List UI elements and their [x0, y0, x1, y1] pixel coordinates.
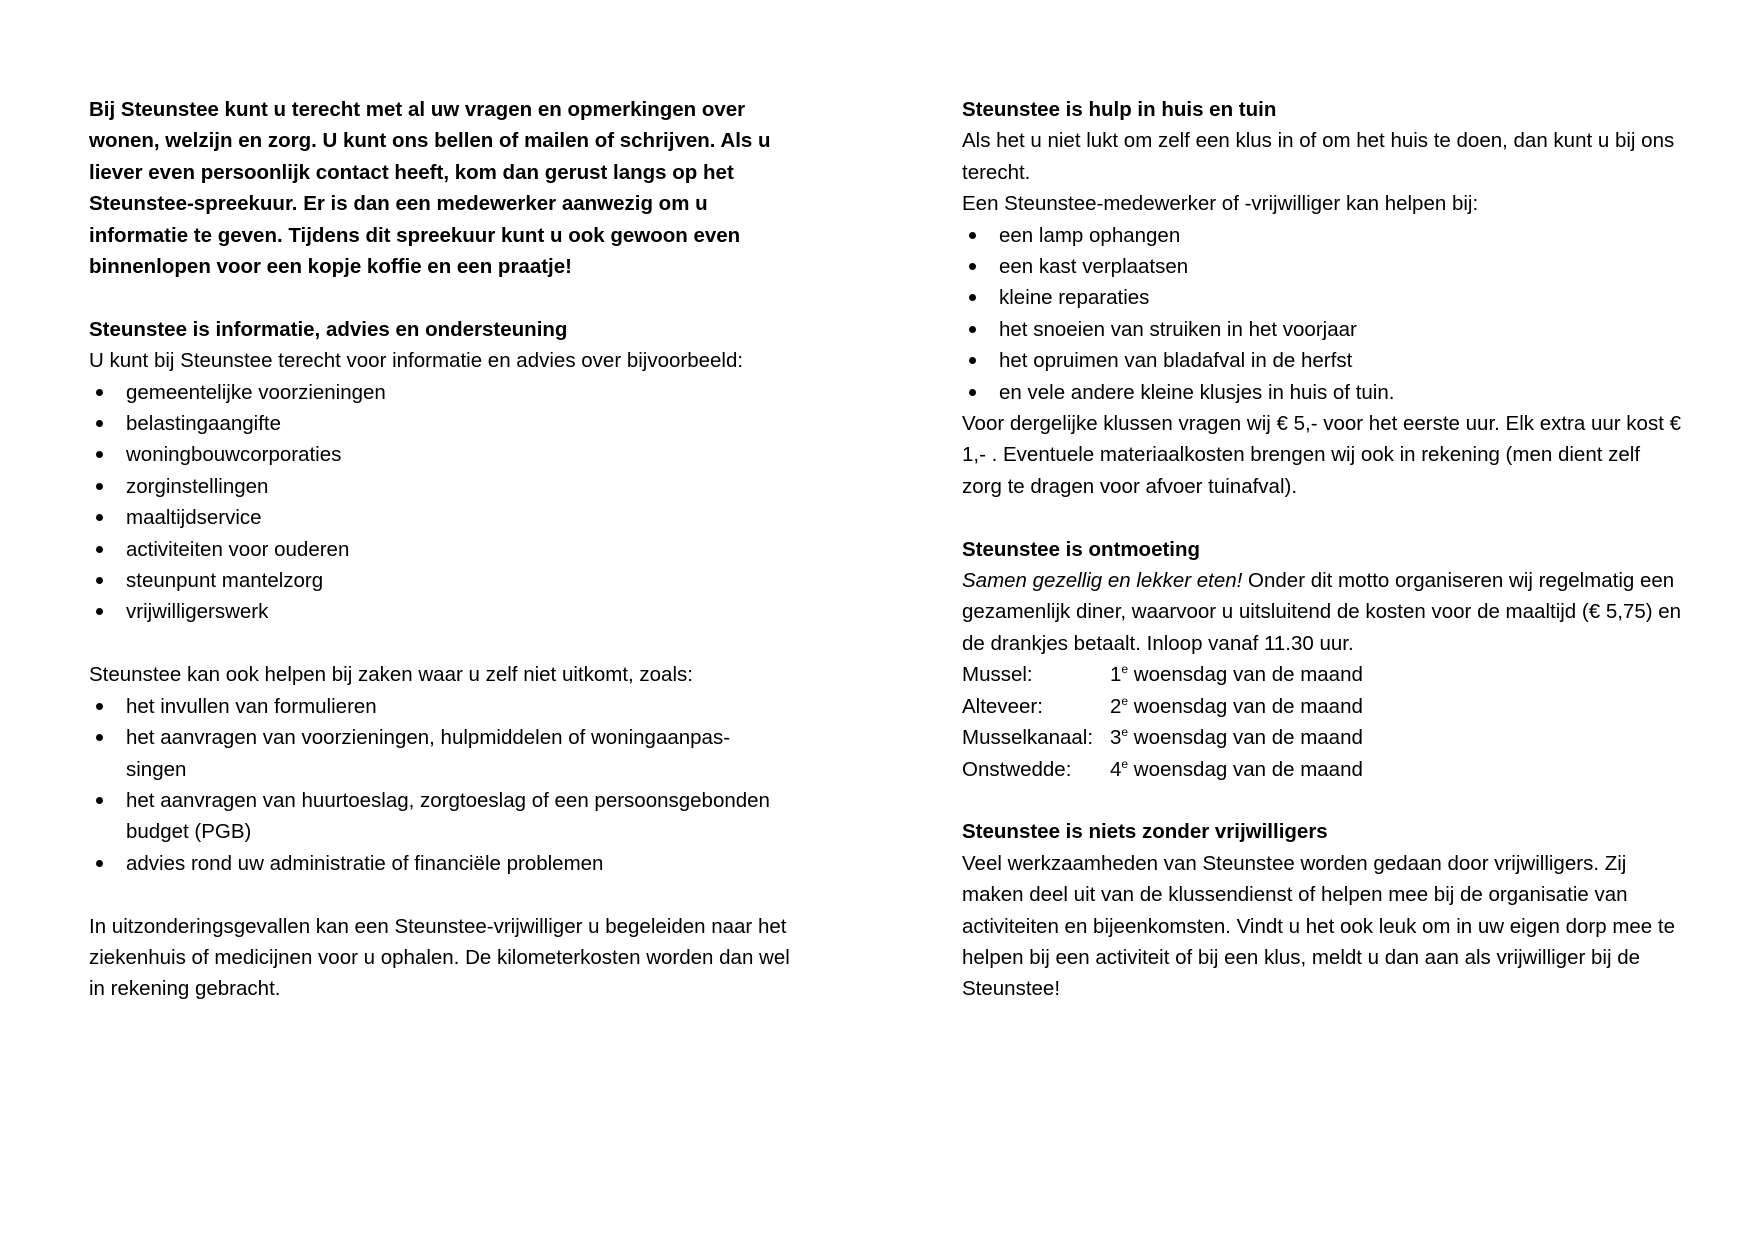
- list-item: activiteiten voor ouderen: [89, 534, 809, 565]
- schedule-row: [962, 722, 1682, 753]
- info-list: [89, 377, 809, 628]
- house-list: [962, 220, 1682, 408]
- schedule-row: [962, 659, 1682, 690]
- schedule-row: [962, 754, 1682, 785]
- info-section: [89, 314, 809, 628]
- schedule-day: 4e woensdag van de maand: [1110, 756, 1363, 781]
- schedule: [962, 659, 1682, 785]
- list-item: een lamp ophangen: [962, 220, 1682, 251]
- pricing-text: Voor dergelijke klussen vragen wij € 5,- voor het eerste uur. Elk extra uur kost € 1,- . Eventuele materiaalkosten brengen wij ook in rekening (men dient zelf zorg te dragen voor afvoer tuinafval).: [962, 412, 1682, 498]
- list-item: een kast verplaatsen: [962, 251, 1682, 282]
- intro-paragraph: Bij Steunstee kunt u terecht met al uw vragen en opmerkingen over wonen, welzijn en zorg. U kunt ons bellen of mailen of schrijven. Als u liever even persoonlijk contact heeft, kom dan gerust langs op het Steunstee-spreekuur. Er is dan een medewerker aanwezig om u informatie te geven. Tijdens dit spreekuur kunt u ook gewoon even binnenlopen voor een kopje koffie en een praatje!: [89, 98, 771, 279]
- meeting-heading: Steunstee is ontmoeting: [962, 537, 1201, 561]
- schedule-day: 3e woensdag van de maand: [1110, 725, 1363, 750]
- right-column: [962, 94, 1682, 1005]
- volunteers-heading: Steunstee is niets zonder vrijwilligers: [962, 820, 1328, 844]
- list-item: het opruimen van bladafval in de herfst: [962, 345, 1682, 376]
- list-item: advies rond uw administratie of financiële problemen: [89, 848, 809, 879]
- meeting-text: [962, 565, 1682, 659]
- volunteers-text: Veel werkzaamheden van Steunstee worden gedaan door vrijwilligers. Zij maken deel uit van de klussendienst of helpen mee bij de organisatie van activiteiten en bijeenkomsten. Vindt u het ook leuk om in uw eigen dorp mee te helpen bij een activiteit of bij een klus, meldt u dan aan als vrijwilliger bij de Steunstee!: [962, 851, 1675, 1001]
- info-text: U kunt bij Steunstee terecht voor informatie en advies over bijvoorbeeld:: [89, 349, 744, 373]
- house-text: Als het u niet lukt om zelf een klus in of om het huis te doen, dan kunt u bij ons terecht.: [962, 129, 1675, 184]
- list-item: vrijwilligerswerk: [89, 596, 809, 627]
- schedule-place: Onstwedde:: [962, 757, 1072, 781]
- list-item: belastingaangifte: [89, 408, 809, 439]
- list-item: het aanvragen van voorzieningen, hulpmiddelen of woningaanpas-singen: [89, 722, 746, 785]
- schedule-place: Mussel:: [962, 663, 1033, 687]
- info-heading: Steunstee is informatie, advies en ondersteuning: [89, 317, 568, 341]
- left-column: [89, 94, 809, 1005]
- list-item: gemeentelijke voorzieningen: [89, 377, 809, 408]
- volunteers-section: [962, 816, 1682, 1004]
- help-list: [89, 691, 809, 879]
- schedule-place: Alteveer:: [962, 694, 1043, 718]
- house-heading: Steunstee is hulp in huis en tuin: [962, 98, 1277, 121]
- house-helpers-text: Een Steunstee-medewerker of -vrijwilliger kan helpen bij:: [962, 192, 1479, 216]
- schedule-place: Musselkanaal:: [962, 726, 1094, 750]
- list-item: het aanvragen van huurtoeslag, zorgtoeslag of een persoonsgebonden budget (PGB): [89, 785, 809, 848]
- list-item: woningbouwcorporaties: [89, 439, 809, 470]
- meeting-description: Onder dit motto organiseren wij regelmatig een gezamenlijk diner, waarvoor u uitsluitend de kosten voor de maaltijd (€ 5,75) en de drankjes betaalt. Inloop vanaf 11.30 uur.: [962, 569, 1682, 655]
- meeting-section: [962, 534, 1682, 785]
- list-item: zorginstellingen: [89, 471, 809, 502]
- list-item: en vele andere kleine klusjes in huis of tuin.: [962, 377, 1682, 408]
- list-item: het invullen van formulieren: [89, 691, 809, 722]
- house-section: [962, 94, 1682, 502]
- schedule-row: [962, 691, 1682, 722]
- help-section: [89, 659, 809, 879]
- list-item: het snoeien van struiken in het voorjaar: [962, 314, 1682, 345]
- list-item: steunpunt mantelzorg: [89, 565, 809, 596]
- motto: Samen gezellig en lekker eten!: [962, 569, 1243, 593]
- schedule-day: 1e woensdag van de maand: [1110, 662, 1363, 687]
- exceptions-paragraph: In uitzonderingsgevallen kan een Steunstee-vrijwilliger u begeleiden naar het ziekenhuis of medicijnen voor u ophalen. De kilometerkosten worden dan wel in rekening gebracht.: [89, 914, 790, 1001]
- help-text: Steunstee kan ook helpen bij zaken waar u zelf niet uitkomt, zoals:: [89, 663, 693, 687]
- list-item: kleine reparaties: [962, 282, 1682, 313]
- schedule-day: 2e woensdag van de maand: [1110, 693, 1363, 718]
- list-item: maaltijdservice: [89, 502, 809, 533]
